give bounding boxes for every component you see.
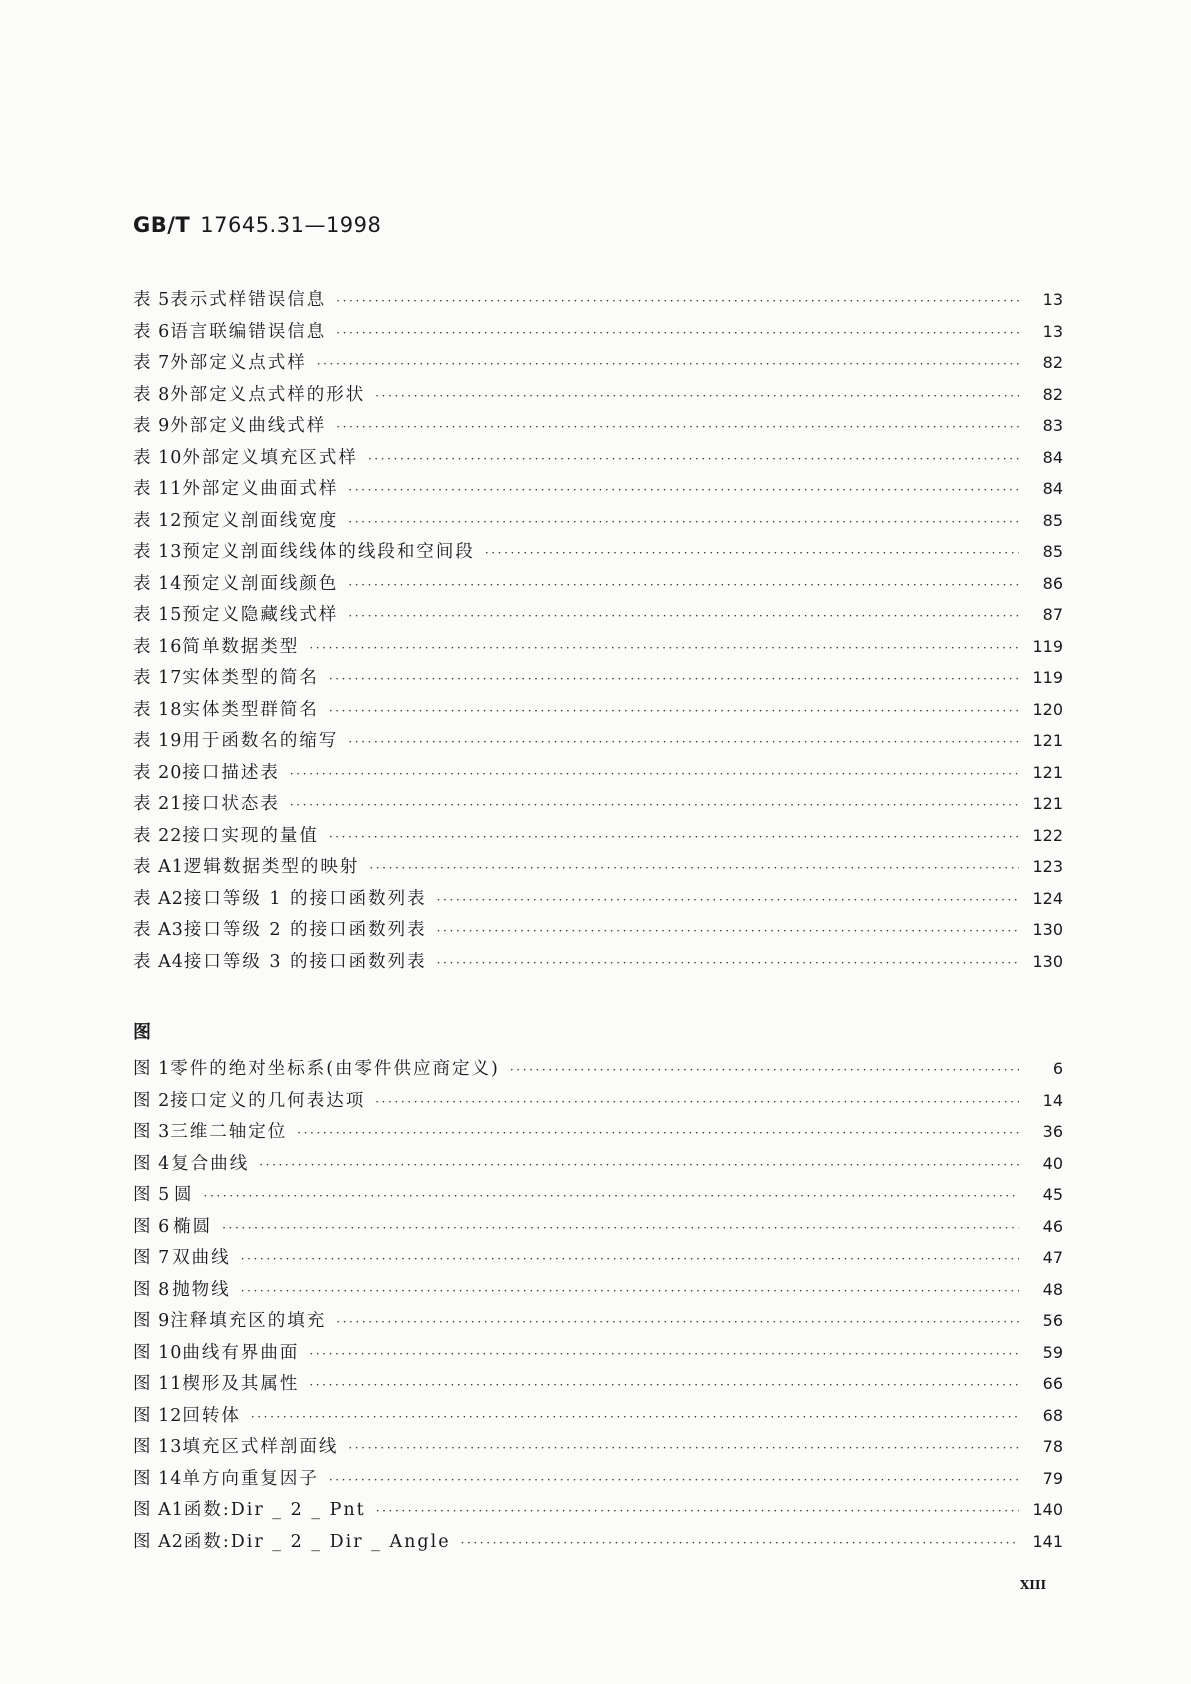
table-entry-label: 表 A3	[133, 920, 184, 940]
figure-entry-title: 抛物线	[172, 1279, 231, 1300]
leader-dots	[290, 790, 1019, 822]
table-entry-label: 表 6	[133, 321, 171, 342]
leader-dots	[204, 1181, 1019, 1213]
figure-entry-page: 36	[1042, 1122, 1063, 1141]
leader-dots	[241, 1276, 1019, 1308]
table-entry-title: 接口等级 1 的接口函数列表	[183, 888, 427, 909]
table-entry-title: 接口状态表	[182, 794, 280, 814]
figure-entry-label: 图 11	[133, 1374, 183, 1394]
table-entry-label: 表 22	[133, 825, 183, 846]
figure-entry	[133, 1148, 1063, 1180]
leader-dots	[336, 286, 1019, 318]
table-entry	[133, 536, 1063, 568]
leader-dots	[369, 853, 1019, 885]
leader-dots	[348, 475, 1019, 507]
table-entry	[133, 505, 1063, 537]
figure-entry-title: 复合曲线	[171, 1153, 250, 1174]
table-entry	[133, 914, 1063, 946]
table-entry	[133, 788, 1063, 820]
figure-entry-page: 78	[1042, 1437, 1063, 1456]
figure-entry-title: 圆	[174, 1185, 194, 1205]
table-entry-title: 预定义剖面线线体的线段和空间段	[182, 542, 475, 562]
figure-entry-page: 66	[1042, 1374, 1063, 1393]
figure-entry-page: 141	[1032, 1531, 1063, 1551]
table-entry	[133, 883, 1063, 915]
leader-dots	[290, 759, 1019, 791]
table-entry-page: 120	[1032, 699, 1063, 719]
figure-entry-label: 图 5	[133, 1185, 171, 1205]
figure-entry-label: 图 14	[133, 1468, 183, 1489]
table-entry	[133, 662, 1063, 694]
table-entry	[133, 284, 1063, 316]
table-entry-page: 84	[1042, 447, 1063, 467]
figure-entry-label: 图 6	[133, 1216, 171, 1237]
table-entry	[133, 442, 1063, 474]
figure-entry-label: 图 A2	[133, 1531, 184, 1552]
leader-dots	[297, 1118, 1019, 1150]
leader-dots	[309, 633, 1019, 665]
table-entry	[133, 473, 1063, 505]
table-entry-label: 表 14	[133, 573, 183, 594]
figure-entry-label: 图 4	[133, 1153, 171, 1174]
leader-dots	[348, 601, 1019, 633]
figure-entry-page: 56	[1042, 1311, 1063, 1330]
table-entry-label: 表 19	[133, 731, 183, 751]
leader-dots	[375, 1087, 1019, 1119]
table-entry-page: 119	[1032, 668, 1063, 687]
table-entry-page: 130	[1032, 951, 1063, 971]
table-entry-label: 表 15	[133, 605, 183, 625]
figure-entry	[133, 1337, 1063, 1369]
leader-dots	[510, 1055, 1019, 1087]
figure-entry-title: 函数:Dir _ 2 _ Pnt	[183, 1500, 366, 1520]
leader-dots	[336, 318, 1019, 350]
table-entry	[133, 757, 1063, 789]
figure-entry-page: 68	[1042, 1405, 1063, 1425]
figure-entry-title: 椭圆	[173, 1216, 213, 1237]
leader-dots	[259, 1150, 1019, 1182]
table-entry-page: 119	[1032, 636, 1063, 656]
leader-dots	[329, 696, 1019, 728]
figure-entry	[133, 1211, 1063, 1243]
table-entry-title: 外部定义填充区式样	[182, 447, 358, 468]
leader-dots	[317, 349, 1019, 381]
figure-entry-label: 图 A1	[133, 1500, 184, 1520]
figure-entry-label: 图 7	[133, 1248, 171, 1268]
figure-entry-page: 40	[1042, 1153, 1063, 1173]
leader-dots	[241, 1244, 1019, 1276]
standard-prefix: GB/T	[133, 213, 191, 237]
figure-entry-page: 6	[1052, 1059, 1063, 1078]
page-number: XIII	[1020, 1578, 1047, 1592]
table-entry-title: 接口等级 3 的接口函数列表	[183, 951, 427, 972]
figure-entry	[133, 1400, 1063, 1432]
table-entry-page: 87	[1042, 605, 1063, 624]
table-entry-page: 13	[1042, 321, 1063, 341]
table-entry-page: 13	[1042, 290, 1063, 309]
table-entry-label: 表 A4	[133, 951, 184, 972]
table-entry-page: 124	[1032, 888, 1063, 908]
table-entry-label: 表 7	[133, 353, 171, 373]
figure-entry	[133, 1526, 1063, 1558]
figure-entry	[133, 1494, 1063, 1526]
figure-entry	[133, 1274, 1063, 1306]
figure-entry-title: 填充区式样剖面线	[182, 1437, 339, 1457]
table-entry-page: 121	[1032, 731, 1063, 750]
figure-entry	[133, 1085, 1063, 1117]
leader-dots	[437, 916, 1019, 948]
table-entry-page: 123	[1032, 857, 1063, 876]
table-entry-label: 表 12	[133, 510, 183, 531]
figure-entry-page: 14	[1042, 1090, 1063, 1110]
figure-entry-label: 图 9	[133, 1311, 171, 1331]
table-entry-page: 86	[1042, 573, 1063, 593]
table-entry-title: 外部定义点式样的形状	[170, 384, 366, 405]
table-entry-label: 表 5	[133, 290, 171, 310]
figure-entry-label: 图 1	[133, 1059, 171, 1079]
leader-dots	[375, 381, 1019, 413]
figure-entry	[133, 1242, 1063, 1274]
leader-dots	[222, 1213, 1019, 1245]
standard-code	[133, 213, 381, 237]
leader-dots	[437, 885, 1019, 917]
figure-entry	[133, 1305, 1063, 1337]
leader-dots	[437, 948, 1019, 980]
figure-entry-page: 47	[1042, 1248, 1063, 1267]
table-entry-page: 85	[1042, 542, 1063, 561]
table-entry-title: 用于函数名的缩写	[182, 731, 339, 751]
table-entry-label: 表 11	[133, 479, 183, 499]
table-entry-title: 预定义剖面线颜色	[182, 573, 339, 594]
table-entry	[133, 410, 1063, 442]
leader-dots	[336, 412, 1019, 444]
table-entry-title: 接口实现的量值	[182, 825, 319, 846]
figure-entry-page: 140	[1032, 1500, 1063, 1519]
table-entry-title: 预定义隐藏线式样	[182, 605, 339, 625]
figure-entry-title: 零件的绝对坐标系(由零件供应商定义)	[170, 1059, 500, 1079]
table-entry-page: 82	[1042, 384, 1063, 404]
leader-dots	[348, 727, 1019, 759]
leader-dots	[376, 1496, 1019, 1528]
tables-list	[133, 284, 1063, 977]
table-entry-label: 表 A2	[133, 888, 184, 909]
leader-dots	[329, 822, 1019, 854]
leader-dots	[309, 1339, 1019, 1371]
figure-entry-title: 函数:Dir _ 2 _ Dir _ Angle	[183, 1531, 451, 1552]
table-entry-page: 121	[1032, 762, 1063, 782]
figure-entry-label: 图 10	[133, 1342, 183, 1363]
table-entry-title: 接口等级 2 的接口函数列表	[183, 920, 427, 940]
figure-entry-title: 回转体	[182, 1405, 241, 1426]
figure-entry-title: 双曲线	[172, 1248, 231, 1268]
table-entry-label: 表 21	[133, 794, 183, 814]
figure-entry-label: 图 3	[133, 1122, 171, 1142]
leader-dots	[461, 1528, 1019, 1560]
table-entry	[133, 379, 1063, 411]
figure-entry	[133, 1179, 1063, 1211]
figure-entry-label: 图 12	[133, 1405, 183, 1426]
leader-dots	[368, 444, 1019, 476]
table-entry-label: 表 A1	[133, 857, 184, 877]
table-entry-page: 85	[1042, 510, 1063, 530]
table-entry	[133, 946, 1063, 978]
table-entry	[133, 820, 1063, 852]
standard-number: 17645.31—1998	[200, 213, 382, 237]
figure-entry	[133, 1368, 1063, 1400]
figures-heading: 图	[133, 1022, 151, 1043]
table-entry-title: 外部定义曲线式样	[170, 416, 327, 436]
table-entry-title: 外部定义点式样	[170, 353, 307, 373]
figure-entry-page: 46	[1042, 1216, 1063, 1236]
figure-entry	[133, 1431, 1063, 1463]
table-entry	[133, 725, 1063, 757]
figure-entry-label: 图 8	[133, 1279, 171, 1300]
table-entry	[133, 694, 1063, 726]
table-entry-page: 121	[1032, 794, 1063, 813]
figure-entry-page: 79	[1042, 1468, 1063, 1488]
leader-dots	[348, 1433, 1019, 1465]
table-entry-title: 简单数据类型	[182, 636, 300, 657]
leader-dots	[329, 664, 1019, 696]
table-entry	[133, 631, 1063, 663]
figure-entry	[133, 1053, 1063, 1085]
figure-entry-page: 45	[1042, 1185, 1063, 1204]
table-entry-label: 表 20	[133, 762, 183, 783]
table-entry-title: 外部定义曲面式样	[182, 479, 339, 499]
table-entry-label: 表 13	[133, 542, 183, 562]
leader-dots	[336, 1307, 1019, 1339]
figure-entry-page: 48	[1042, 1279, 1063, 1299]
leader-dots	[348, 570, 1019, 602]
figure-entry-title: 曲线有界曲面	[182, 1342, 300, 1363]
figure-entry-title: 接口定义的几何表达项	[170, 1090, 366, 1111]
table-entry-label: 表 17	[133, 668, 183, 688]
table-entry-page: 83	[1042, 416, 1063, 435]
table-entry-label: 表 10	[133, 447, 183, 468]
figure-entry-title: 单方向重复因子	[182, 1468, 319, 1489]
leader-dots	[251, 1402, 1019, 1434]
table-entry-title: 实体类型群简名	[182, 699, 319, 720]
table-entry	[133, 851, 1063, 883]
table-entry-page: 130	[1032, 920, 1063, 939]
table-entry-label: 表 16	[133, 636, 183, 657]
table-entry	[133, 316, 1063, 348]
leader-dots	[309, 1370, 1019, 1402]
table-entry	[133, 347, 1063, 379]
table-entry-page: 122	[1032, 825, 1063, 845]
table-entry-title: 预定义剖面线宽度	[182, 510, 339, 531]
figure-entry	[133, 1463, 1063, 1495]
table-entry-label: 表 9	[133, 416, 171, 436]
table-entry-title: 实体类型的简名	[182, 668, 319, 688]
table-entry-label: 表 18	[133, 699, 183, 720]
figure-entry-page: 59	[1042, 1342, 1063, 1362]
table-entry-page: 82	[1042, 353, 1063, 372]
figures-list	[133, 1053, 1063, 1557]
table-entry-title: 逻辑数据类型的映射	[183, 857, 360, 877]
figure-entry	[133, 1116, 1063, 1148]
table-entry	[133, 568, 1063, 600]
leader-dots	[348, 507, 1019, 539]
table-entry-title: 接口描述表	[182, 762, 280, 783]
table-entry-title: 表示式样错误信息	[170, 290, 327, 310]
table-entry-title: 语言联编错误信息	[170, 321, 327, 342]
table-entry-page: 84	[1042, 479, 1063, 498]
figure-entry-label: 图 2	[133, 1090, 171, 1111]
table-entry	[133, 599, 1063, 631]
leader-dots	[329, 1465, 1019, 1497]
leader-dots	[485, 538, 1019, 570]
figure-entry-title: 注释填充区的填充	[170, 1311, 327, 1331]
figure-entry-title: 三维二轴定位	[170, 1122, 288, 1142]
figure-entry-label: 图 13	[133, 1437, 183, 1457]
figure-entry-title: 楔形及其属性	[182, 1374, 300, 1394]
table-entry-label: 表 8	[133, 384, 171, 405]
